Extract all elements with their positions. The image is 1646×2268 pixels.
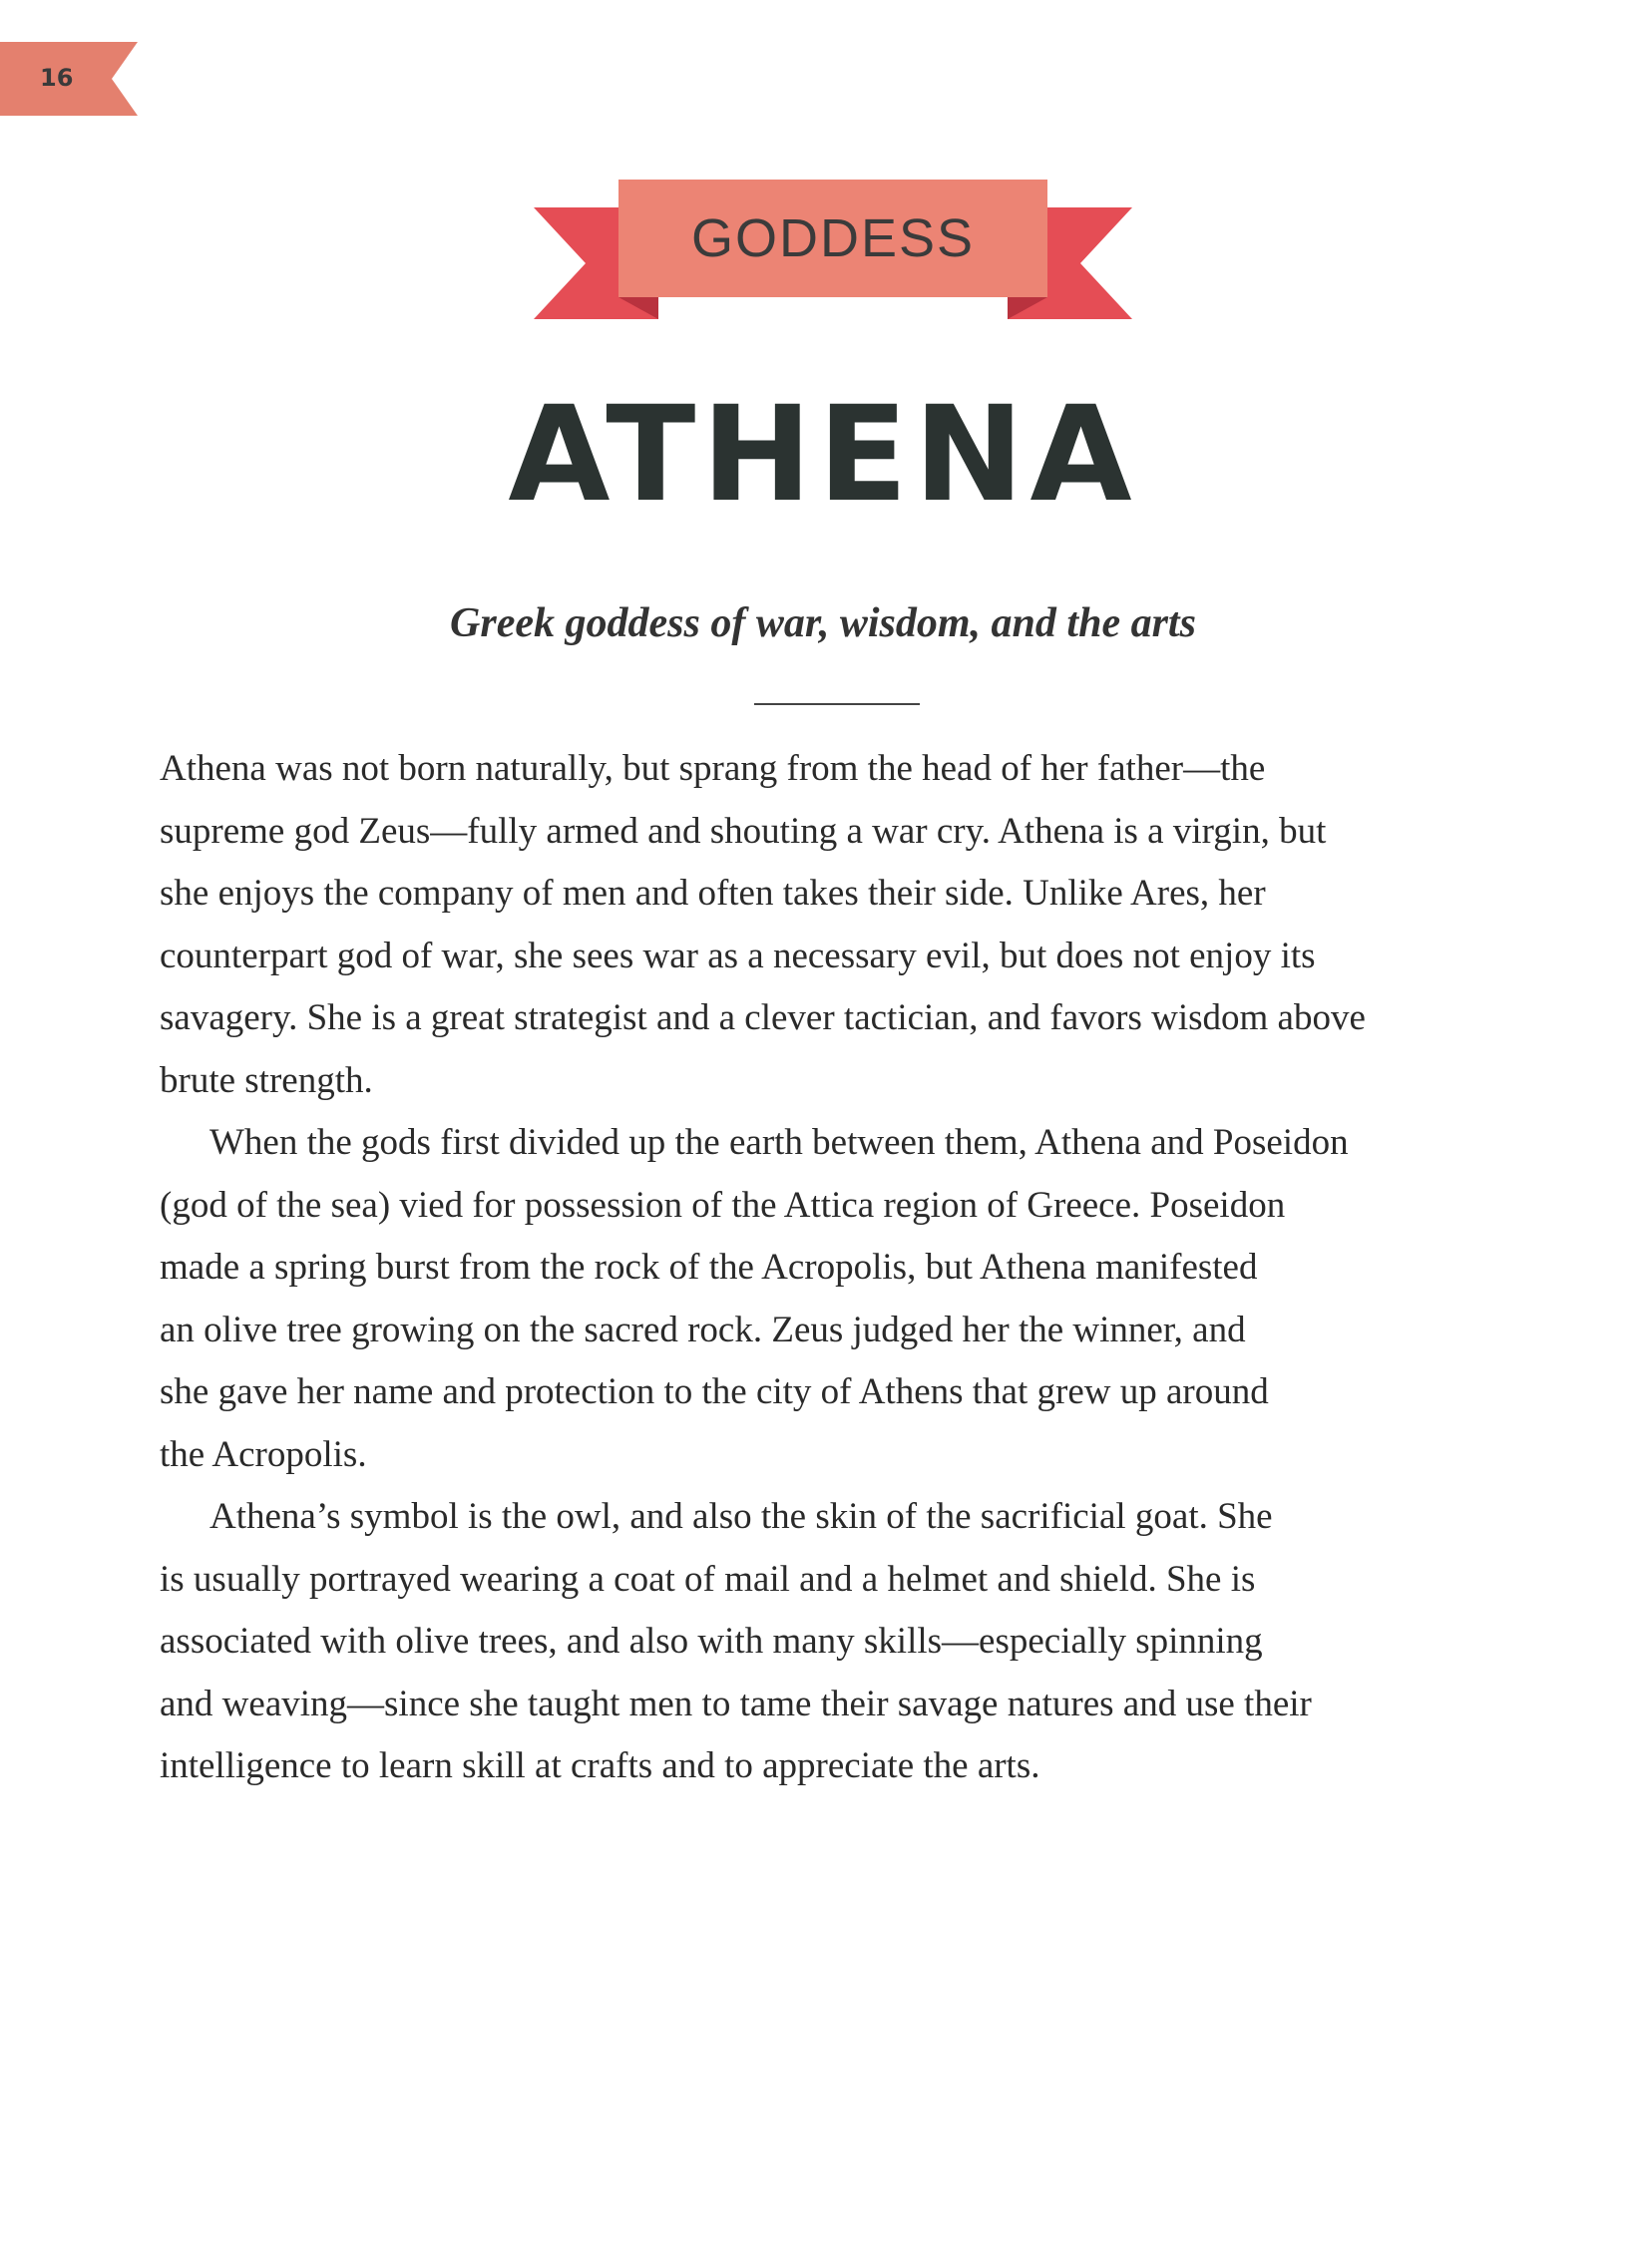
page-title: ATHENA	[508, 378, 1138, 532]
page-number-tab	[0, 42, 138, 116]
paragraph-3	[160, 1486, 1506, 1798]
paragraph-line: (god of the sea) vied for possession of the Attica region of Greece. Poseidon	[160, 1184, 1286, 1226]
paragraph-line: When the gods first divided up the earth between them, Athena and Poseidon	[209, 1122, 1349, 1163]
paragraph-line: brute strength.	[160, 1059, 373, 1101]
category-banner	[534, 180, 1132, 319]
body-text	[160, 738, 1506, 1798]
paragraph-line: supreme god Zeus—fully armed and shouting a war cry. Athena is a virgin, but	[160, 810, 1327, 852]
paragraph-line: an olive tree growing on the sacred rock. Zeus judged her the winner, and	[160, 1309, 1246, 1350]
paragraph-1	[160, 738, 1506, 1112]
paragraph-2	[160, 1112, 1506, 1486]
paragraph-line: made a spring burst from the rock of the Acropolis, but Athena manifested	[160, 1247, 1258, 1288]
divider	[754, 703, 920, 705]
paragraph-line: associated with olive trees, and also with many skills—especially spinning	[160, 1621, 1263, 1662]
paragraph-line: Athena was not born naturally, but sprang from the head of her father—the	[160, 748, 1266, 789]
paragraph-line: intelligence to learn skill at crafts and to appreciate the arts.	[160, 1745, 1040, 1786]
paragraph-line: Athena’s symbol is the owl, and also the skin of the sacrificial goat. She	[209, 1496, 1273, 1537]
banner-label: GODDESS	[690, 208, 976, 268]
paragraph-line: she enjoys the company of men and often takes their side. Unlike Ares, her	[160, 873, 1266, 914]
subtitle: Greek goddess of war, wisdom, and the arts	[450, 600, 1196, 646]
paragraph-line: counterpart god of war, she sees war as a necessary evil, but does not enjoy its	[160, 935, 1316, 976]
page-number: 16	[40, 64, 74, 92]
paragraph-line: is usually portrayed wearing a coat of mail and a helmet and shield. She is	[160, 1558, 1256, 1600]
paragraph-line: savagery. She is a great strategist and a clever tactician, and favors wisdom above	[160, 997, 1366, 1038]
paragraph-line: the Acropolis.	[160, 1433, 367, 1475]
paragraph-line: and weaving—since she taught men to tame their savage natures and use their	[160, 1683, 1312, 1724]
paragraph-line: she gave her name and protection to the city of Athens that grew up around	[160, 1371, 1269, 1412]
